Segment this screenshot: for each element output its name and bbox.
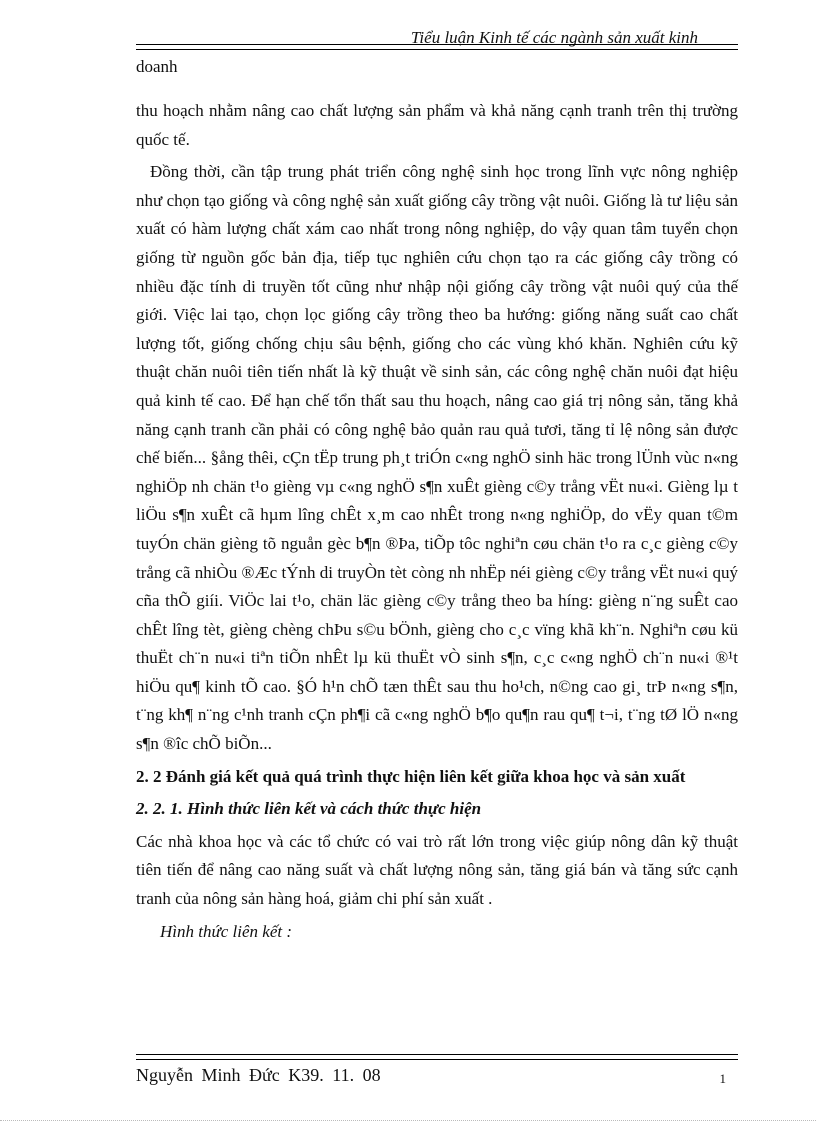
header-rule bbox=[136, 44, 738, 50]
document-body bbox=[136, 97, 738, 950]
section-heading: 2. 2 Đánh giá kết quả quá trình thực hiện liên kết giữa khoa học và sản xuất bbox=[136, 766, 686, 786]
header-title: Tiểu luận Kinh tế các ngành sản xuất kinh bbox=[410, 28, 698, 47]
footer-author: Nguyễn Minh Đức K39. 11. 08 bbox=[136, 1065, 381, 1085]
paragraph-scientists: Các nhà khoa học và các tổ chức có vai trò rất lớn trong việc giúp nông dân kỹ thuật tiên tiến để nâng cao năng suất và chất lượng nông sản, tăng giá bán và tăng sức cạnh tranh của nông sản hàng hoá, giảm chi phí sản xuất . bbox=[136, 831, 738, 909]
paragraph-intro: thu hoạch nhằm nâng cao chất lượng sản phẩm và khả năng cạnh tranh trên thị trường quốc tế. bbox=[136, 101, 738, 149]
paragraph-biotech: Đồng thời, cần tập trung phát triển công nghệ sinh học trong lĩnh vực nông nghiệp như chọn tạo giống và công nghệ sản xuất giống cây trồng vật nuôi. Giống là tư liệu sản xuất có hàm lượng chất xám cao nhất trong nông nghiệp, do vậy quan tâm tuyển chọn giống từ nguồn gốc bản địa, tiếp tục nghiên cứu chọn tạo ra các giống cây trồng có nhiều đặc tính di truyền tốt cũng như nhập nội giống cây trồng vật nuôi quý của thế giới. Việc lai tạo, chọn lọc giống cây trồng theo ba hướng: giống năng suất cao chất lượng tốt, giống chống chịu sâu bệnh, giống cho các vùng khó khăn. Nghiên cứu kỹ thuật chăn nuôi tiên tiến nhất là kỹ thuật về sinh sản, các công nghệ chăn nuôi đạt hiệu quả kinh tế cao. Để hạn chế tổn thất sau thu hoạch, nâng cao giá trị nông sản, tăng khả năng cạnh tranh cần phải có công nghệ bảo quản rau quả tươi, tăng tỉ lệ nông sản được chế biến... §ång thêi, cÇn tËp trung ph¸t triÓn c«ng nghÖ sinh häc trong lÜnh vùc n«ng nghiÖp nh chän t¹o gièng vµ c«ng nghÖ s¶n xuÊt gièng c©y trång vËt nu«i. Gièng lµ t liÖu s¶n xuÊt cã hµm lîng chÊt x¸m cao nhÊt trong n«ng nghiÖp, do vËy quan t©m tuyÓn chän gièng tõ nguån gèc b¶n ®Þa, tiÕp tôc nghiªn cøu chän t¹o ra c¸c gièng c©y trång cã nhiÒu ®Æc tÝnh di truyÒn tèt còng nh nhËp néi gièng c©y trång vËt nu«i quý cña thÕ giíi. ViÖc lai t¹o, chän läc gièng c©y trång theo ba híng: gièng n¨ng suÊt cao chÊt lîng tèt, gièng chèng chÞu s©u bÖnh, gièng cho c¸c vïng khã kh¨n. Nghiªn cøu kü thuËt ch¨n nu«i tiªn tiÕn nhÊt lµ kü thuËt vÒ sinh s¶n, c¸c c«ng nghÖ ch¨n nu«i ®¹t hiÖu qu¶ kinh tÕ cao. §Ó h¹n chÕ tæn thÊt sau thu ho¹ch, n©ng cao gi¸ trÞ n«ng s¶n, t¨ng kh¶ n¨ng c¹nh tranh cÇn ph¶i cã c«ng nghÖ b¶o qu¶n rau qu¶ t¬i, t¨ng tØ lÖ n«ng s¶n ®îc chÕ biÕn... bbox=[136, 162, 738, 754]
footer-rule bbox=[136, 1054, 738, 1060]
page-footer bbox=[136, 1063, 738, 1087]
page-bottom-border bbox=[0, 1120, 816, 1121]
form-of-linkage-label: Hình thức liên kết : bbox=[160, 921, 293, 941]
section-subheading: 2. 2. 1. Hình thức liên kết và cách thức thực hiện bbox=[136, 799, 482, 819]
header-continuation: doanh bbox=[136, 57, 178, 76]
page-number: 1 bbox=[719, 1071, 726, 1086]
